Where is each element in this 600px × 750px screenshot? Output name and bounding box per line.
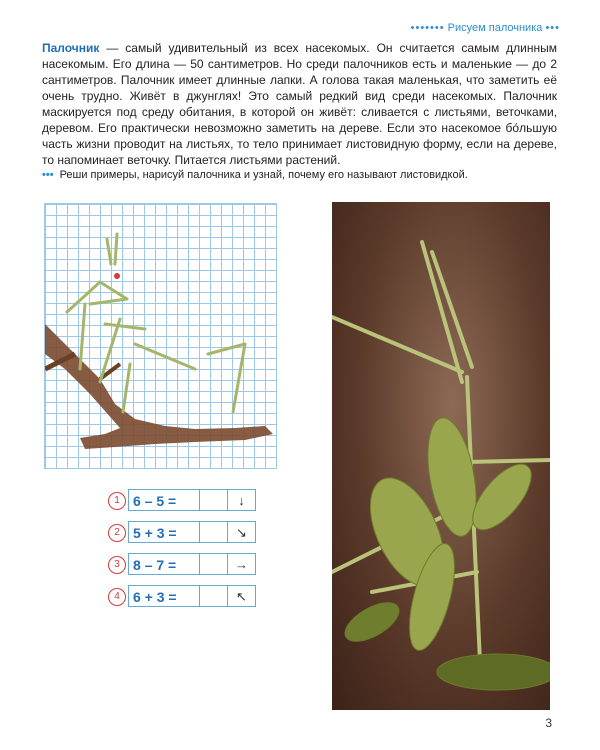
intro-highlight: Палочник — [42, 41, 100, 55]
exercise-number: 1 — [108, 492, 126, 510]
photo-illustration — [332, 202, 550, 710]
direction-arrow-icon: → — [228, 553, 256, 575]
header-title: Рисуем палочника — [447, 22, 543, 34]
exercise-row — [108, 585, 288, 609]
exercise-number: 3 — [108, 556, 126, 574]
answer-box[interactable] — [200, 489, 228, 511]
intro-text: — самый удивительный из всех насекомых. Он считается самым длинным насекомым. Его длина — 50 сантиметров. Но среди палочников есть и маленькие — до 2 сантиметров. Палочник имеет длинные лапки. А голова такая маленькая, что заметить её очень трудно. Живёт в джунглях! Это самый редкий вид среди насекомых. Палочник маскируется под среду обитания, в которой он живёт: сливается с листьями, веточками, деревом. Его практически невозможно заметить на дереве. Если это насекомое бо́льшую часть жизни проводит на листьях, то тело принимает листовидную форму, если на дереве, то напоминает веточку. Питается листьями растений. — [42, 41, 557, 167]
direction-arrow-icon: ↖ — [228, 585, 256, 607]
start-dot — [114, 273, 120, 279]
direction-arrow-icon: ↓ — [228, 489, 256, 511]
exercise-row — [108, 553, 288, 577]
exercise-expression: 6 + 3 = — [128, 585, 200, 607]
exercise-row — [108, 521, 288, 545]
drawing-grid[interactable] — [44, 203, 277, 469]
direction-arrow-icon: ↘ — [228, 521, 256, 543]
task-instruction — [42, 168, 557, 182]
exercise-expression: 8 – 7 = — [128, 553, 200, 575]
exercise-expression: 5 + 3 = — [128, 521, 200, 543]
exercise-row — [108, 489, 288, 513]
stick-insect-drawing — [45, 204, 276, 468]
task-text: Реши примеры, нарисуй палочника и узнай, почему его называют листовидкой. — [59, 169, 468, 181]
stick-insect-photo — [332, 202, 550, 710]
exercise-expression: 6 – 5 = — [128, 489, 200, 511]
header-dots-end: ••• — [545, 22, 560, 34]
section-header — [411, 22, 560, 34]
intro-paragraph — [42, 40, 557, 168]
answer-box[interactable] — [200, 521, 228, 543]
task-bullet: ••• — [42, 169, 54, 181]
page-number: 3 — [545, 716, 552, 730]
exercise-number: 2 — [108, 524, 126, 542]
answer-box[interactable] — [200, 553, 228, 575]
header-dots: ••••••• — [410, 22, 445, 34]
exercise-number: 4 — [108, 588, 126, 606]
answer-box[interactable] — [200, 585, 228, 607]
